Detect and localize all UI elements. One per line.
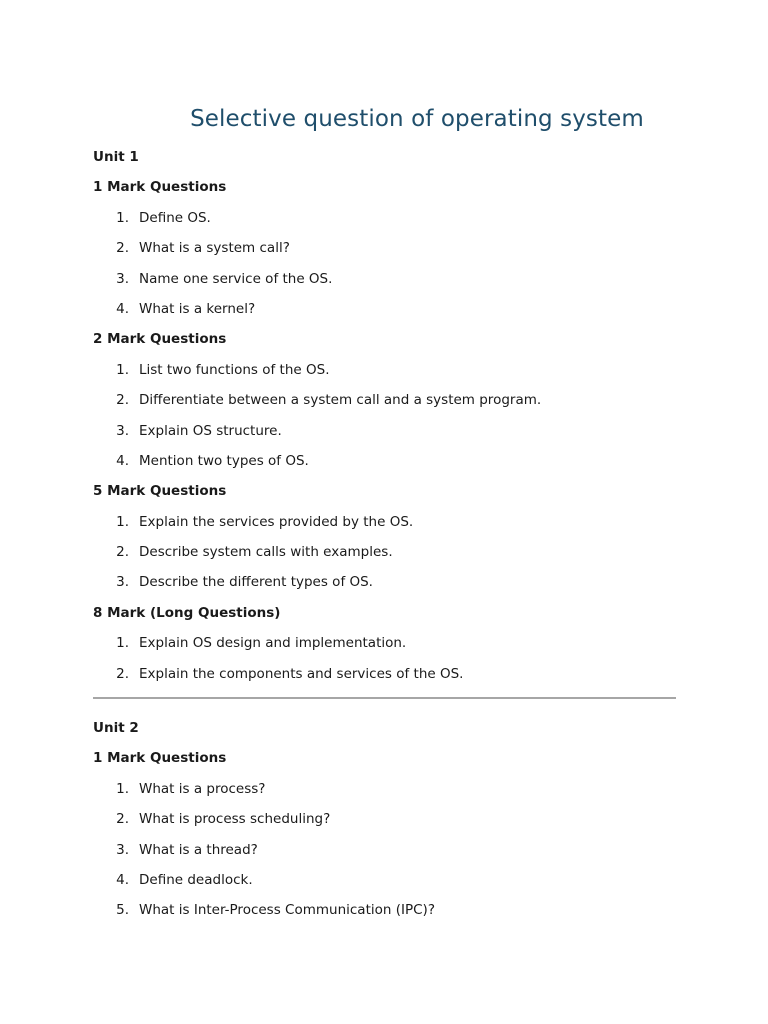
question-text: What is a system call?: [139, 240, 290, 257]
list-item: [93, 207, 693, 237]
list-number: 3.: [116, 422, 129, 439]
page-title: Selective question of operating system: [190, 106, 644, 132]
list-number: 2.: [116, 544, 129, 561]
list-number: 2.: [116, 392, 129, 409]
unit-heading: Unit 2: [93, 720, 139, 737]
list-number: 3.: [116, 574, 129, 591]
question-text: Explain the services provided by the OS.: [139, 513, 414, 530]
list-item: [93, 511, 693, 541]
question-text: Explain OS design and implementation.: [139, 635, 407, 652]
list-number: 1.: [116, 513, 129, 530]
question-text: Mention two types of OS.: [139, 452, 309, 469]
list-number: 3.: [116, 841, 129, 858]
list-item: [93, 839, 693, 869]
question-text: What is Inter-Process Communication (IPC)?: [139, 902, 435, 919]
list-number: 3.: [116, 270, 129, 287]
question-text: What is a kernel?: [139, 300, 256, 317]
unit-divider: [93, 697, 676, 699]
list-item: [93, 663, 693, 693]
list-item: [93, 778, 693, 808]
list-item: [93, 899, 693, 929]
list-number: 2.: [116, 240, 129, 257]
question-text: What is process scheduling?: [139, 811, 331, 828]
list-item: [93, 869, 693, 899]
list-item: [93, 268, 693, 298]
question-text: What is a thread?: [139, 841, 258, 858]
section-heading: 1 Mark Questions: [93, 179, 227, 196]
list-item: [93, 298, 693, 328]
list-number: 5.: [116, 902, 129, 919]
question-text: What is a process?: [139, 780, 266, 797]
section-heading: 8 Mark (Long Questions): [93, 604, 281, 621]
list-item: [93, 450, 693, 480]
document-body: [93, 146, 693, 930]
list-item: [93, 389, 693, 419]
list-item: [93, 237, 693, 267]
list-item: [93, 420, 693, 450]
question-text: Differentiate between a system call and a system program.: [139, 392, 542, 409]
section-heading: 5 Mark Questions: [93, 483, 227, 500]
list-item: [93, 632, 693, 662]
list-item: [93, 571, 693, 601]
list-number: 1.: [116, 780, 129, 797]
question-text: Describe the different types of OS.: [139, 574, 373, 591]
list-number: 4.: [116, 871, 129, 888]
section-heading: 2 Mark Questions: [93, 331, 227, 348]
list-number: 4.: [116, 300, 129, 317]
list-number: 4.: [116, 452, 129, 469]
section-heading: 1 Mark Questions: [93, 750, 227, 767]
question-text: Describe system calls with examples.: [139, 544, 393, 561]
list-number: 1.: [116, 361, 129, 378]
question-text: Name one service of the OS.: [139, 270, 333, 287]
list-number: 2.: [116, 811, 129, 828]
question-text: Explain the components and services of the OS.: [139, 665, 464, 682]
list-number: 2.: [116, 665, 129, 682]
question-text: Explain OS structure.: [139, 422, 282, 439]
list-number: 1.: [116, 635, 129, 652]
list-item: [93, 541, 693, 571]
question-text: List two functions of the OS.: [139, 361, 330, 378]
list-number: 1.: [116, 209, 129, 226]
list-item: [93, 359, 693, 389]
unit-heading: Unit 1: [93, 149, 139, 165]
question-text: Define deadlock.: [139, 871, 253, 888]
list-item: [93, 808, 693, 838]
question-text: Define OS.: [139, 209, 211, 226]
